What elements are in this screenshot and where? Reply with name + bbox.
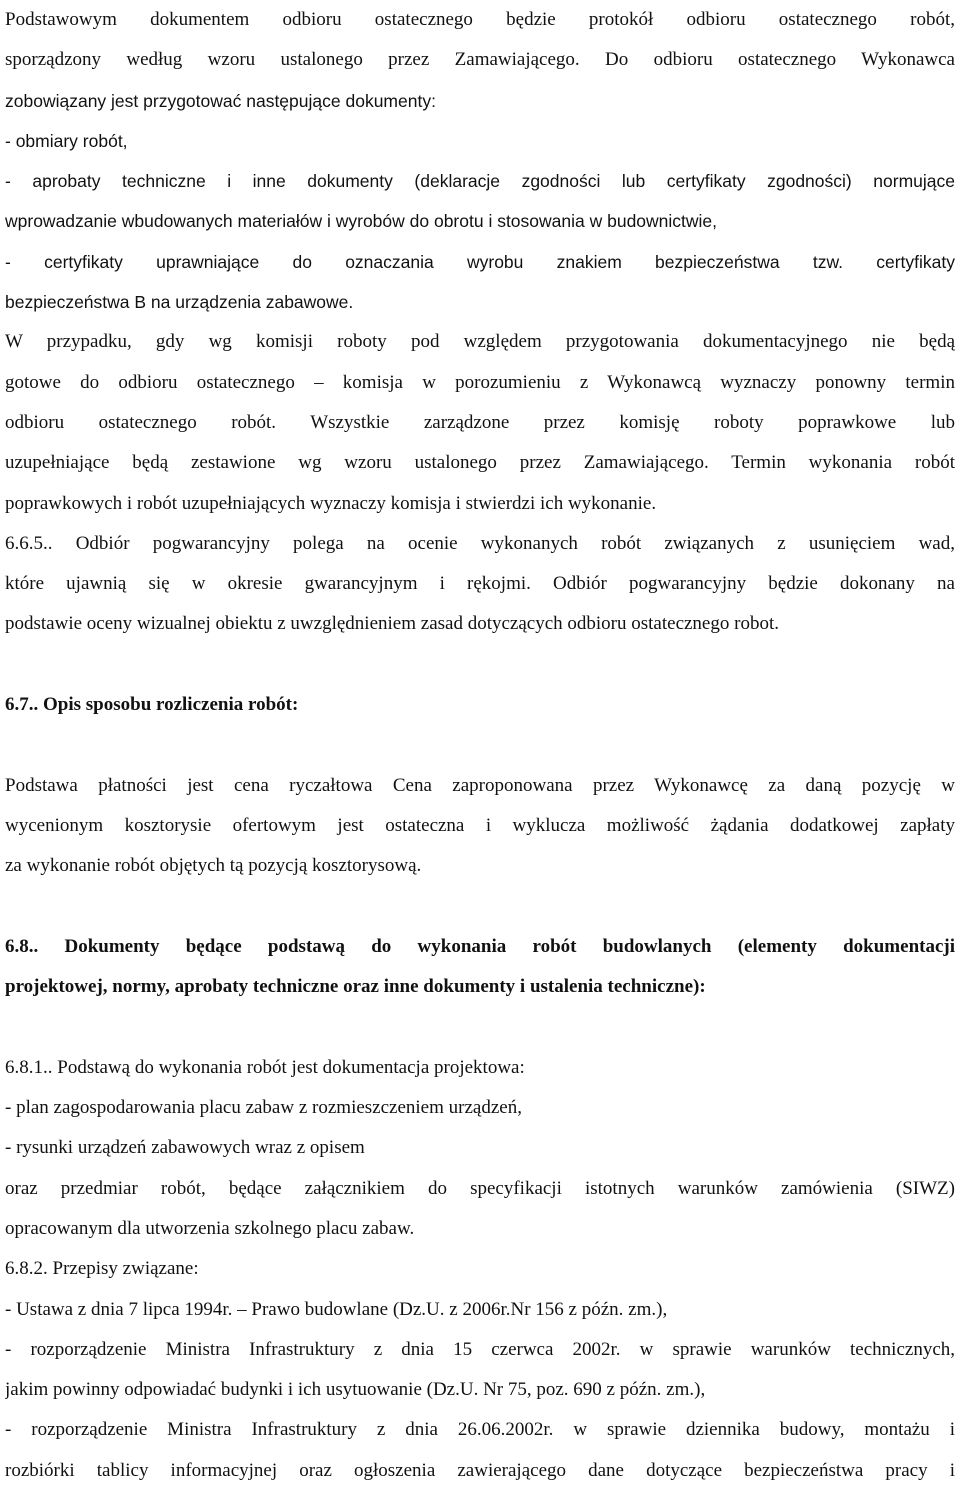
- paragraph-line: - aprobaty techniczne i inne dokumenty (deklaracje zgodności lub certyfikaty zgodności) normujące: [5, 171, 955, 192]
- paragraph-line: opracowanym dla utworzenia szkolnego placu zabaw.: [5, 1217, 415, 1239]
- blank-line: [5, 1007, 955, 1047]
- paragraph-line: wprowadzanie wbudowanych materiałów i wyrobów do obrotu i stosowania w budownictwie,: [5, 211, 718, 232]
- paragraph-line: 6.8.2. Przepisy związane:: [5, 1258, 199, 1280]
- paragraph-line: - obmiary robót,: [5, 130, 128, 151]
- paragraph-line: - plan zagospodarowania placu zabaw z rozmieszczeniem urządzeń,: [5, 1097, 522, 1119]
- paragraph-line: Podstawa płatności jest cena ryczałtowa Cena zaproponowana przez Wykonawcę za daną pozycję w: [5, 774, 955, 796]
- paragraph-line: W przypadku, gdy wg komisji roboty pod względem przygotowania dokumentacyjnego nie będą: [5, 331, 955, 353]
- paragraph-line: 6.8.1.. Podstawą do wykonania robót jest dokumentacja projektowa:: [5, 1056, 525, 1078]
- paragraph-line: wycenionym kosztorysie ofertowym jest ostateczna i wyklucza możliwość żądania dodatkowej zapłaty: [5, 814, 955, 836]
- blank-line: [5, 645, 955, 685]
- blank-line: [5, 887, 955, 927]
- section-heading-line: 6.7.. Opis sposobu rozliczenia robót:: [5, 694, 299, 716]
- section-heading-line: 6.8.. Dokumenty będące podstawą do wykonania robót budowlanych (elementy dokumentacji: [5, 935, 955, 957]
- document-page: [5, 0, 955, 1491]
- blank-line: [5, 725, 955, 765]
- paragraph-line: - rozporządzenie Ministra Infrastruktury z dnia 15 czerwca 2002r. w sprawie warunków technicznych,: [5, 1338, 955, 1360]
- paragraph-line: bezpieczeństwa B na urządzenia zabawowe.: [5, 292, 354, 313]
- paragraph-line: sporządzony według wzoru ustalonego przez Zamawiającego. Do odbioru ostatecznego Wykonawca: [5, 49, 955, 71]
- paragraph-line: podstawie oceny wizualnej obiektu z uwzględnieniem zasad dotyczących odbioru ostatecznego robot.: [5, 613, 779, 635]
- paragraph-line: - rozporządzenie Ministra Infrastruktury z dnia 26.06.2002r. w sprawie dziennika budowy, montażu i: [5, 1419, 955, 1441]
- paragraph-line: 6.6.5.. Odbiór pogwarancyjny polega na ocenie wykonanych robót związanych z usunięciem wad,: [5, 532, 955, 554]
- paragraph-line: zobowiązany jest przygotować następujące dokumenty:: [5, 90, 436, 111]
- paragraph-line: za wykonanie robót objętych tą pozycją kosztorysową.: [5, 855, 422, 877]
- paragraph-line: Podstawowym dokumentem odbioru ostatecznego będzie protokół odbioru ostatecznego robót,: [5, 9, 955, 30]
- paragraph-line: - rysunki urządzeń zabawowych wraz z opisem: [5, 1137, 365, 1159]
- paragraph-line: które ujawnią się w okresie gwarancyjnym i rękojmi. Odbiór pogwarancyjny będzie dokonany na: [5, 573, 955, 595]
- section-heading-line: projektowej, normy, aprobaty techniczne oraz inne dokumenty i ustalenia techniczne):: [5, 976, 706, 998]
- paragraph-line: rozbiórki tablicy informacyjnej oraz ogłoszenia zawierającego dane dotyczące bezpieczeństwa pracy i: [5, 1459, 955, 1481]
- paragraph-line: oraz przedmiar robót, będące załącznikiem do specyfikacji istotnych warunków zamówienia (SIWZ): [5, 1177, 955, 1199]
- paragraph-line: uzupełniające będą zestawione wg wzoru ustalonego przez Zamawiającego. Termin wykonania robót: [5, 452, 955, 474]
- paragraph-line: jakim powinny odpowiadać budynki i ich usytuowanie (Dz.U. Nr 75, poz. 690 z późn. zm.),: [5, 1379, 706, 1401]
- paragraph-line: gotowe do odbioru ostatecznego – komisja w porozumieniu z Wykonawcą wyznaczy ponowny termin: [5, 371, 955, 393]
- paragraph-line: odbioru ostatecznego robót. Wszystkie zarządzone przez komisję roboty poprawkowe lub: [5, 411, 955, 433]
- paragraph-line: - Ustawa z dnia 7 lipca 1994r. – Prawo budowlane (Dz.U. z 2006r.Nr 156 z późn. zm.),: [5, 1298, 668, 1320]
- paragraph-line: poprawkowych i robót uzupełniających wyznaczy komisja i stwierdzi ich wykonanie.: [5, 492, 657, 514]
- paragraph-line: - certyfikaty uprawniające do oznaczania wyrobu znakiem bezpieczeństwa tzw. certyfikaty: [5, 251, 955, 272]
